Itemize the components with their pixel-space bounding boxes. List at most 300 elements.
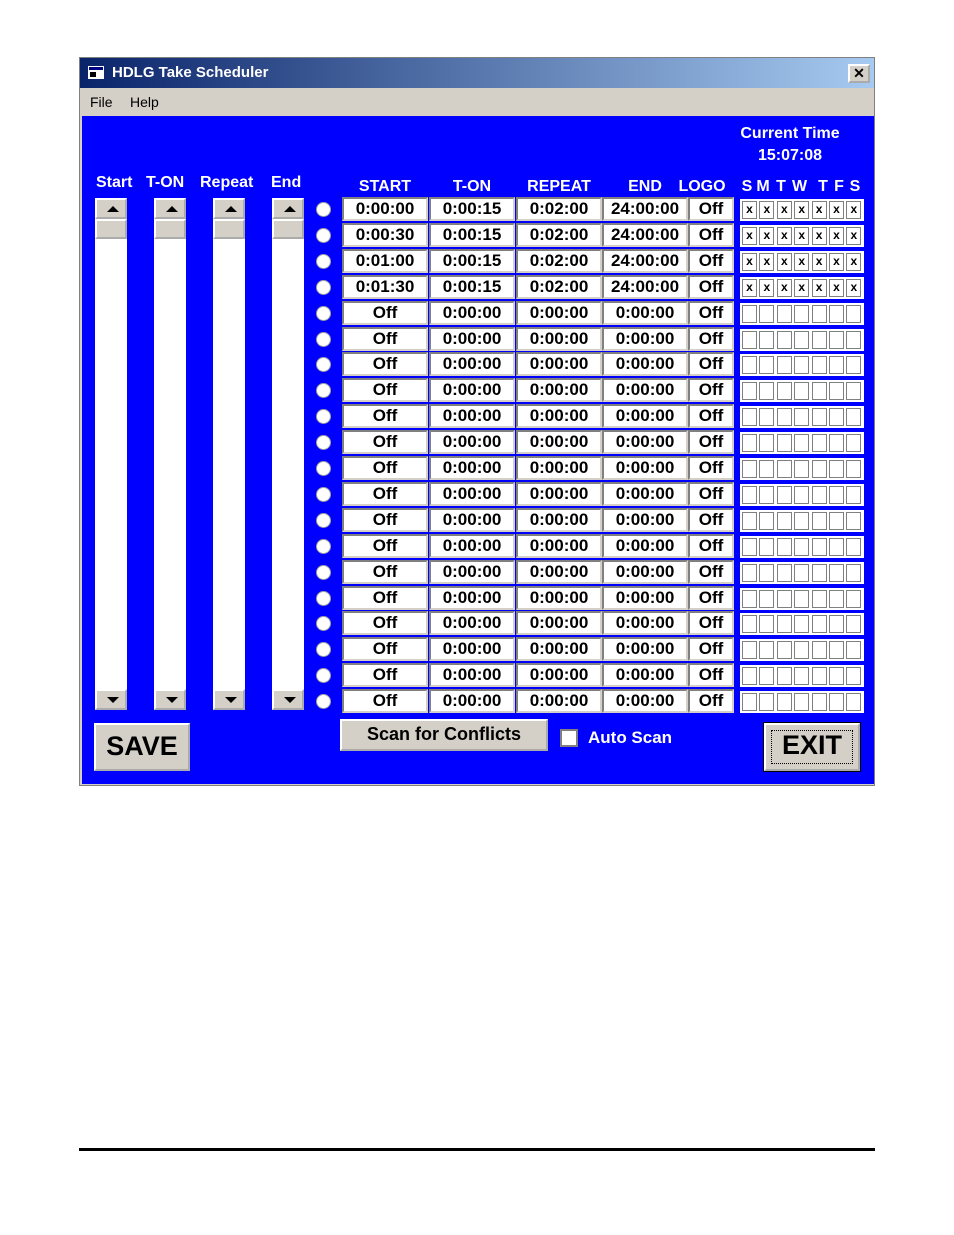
row-ton-field[interactable]: 0:00:00 xyxy=(429,352,515,376)
row-logo-field[interactable]: Off xyxy=(688,249,734,273)
day-checkbox[interactable] xyxy=(742,434,757,452)
exit-focus-rect xyxy=(771,730,853,764)
row-end-field[interactable]: 24:00:00 xyxy=(602,197,688,221)
day-checkbox[interactable] xyxy=(812,408,827,426)
table-row xyxy=(82,249,874,275)
row-start-field[interactable]: Off xyxy=(342,663,428,687)
row-start-field[interactable]: Off xyxy=(342,560,428,584)
day-checkbox[interactable] xyxy=(812,356,827,374)
day-checkbox[interactable] xyxy=(794,486,809,504)
day-checkbox[interactable] xyxy=(759,512,774,530)
row-ton-field[interactable]: 0:00:00 xyxy=(429,404,515,428)
day-checkbox[interactable] xyxy=(794,538,809,556)
day-checkbox[interactable] xyxy=(846,590,861,608)
day-checkbox[interactable]: x xyxy=(742,201,757,219)
row-select-radio[interactable] xyxy=(316,332,331,347)
day-checkbox[interactable] xyxy=(846,382,861,400)
day-checkbox[interactable] xyxy=(829,590,844,608)
row-days-group xyxy=(740,432,864,454)
day-checkbox[interactable] xyxy=(742,305,757,323)
day-checkbox[interactable] xyxy=(777,305,792,323)
row-days-group xyxy=(740,406,864,428)
column-header-start: START xyxy=(358,178,412,195)
row-repeat-field[interactable]: 0:02:00 xyxy=(516,275,602,299)
day-checkbox[interactable] xyxy=(829,512,844,530)
day-checkbox[interactable] xyxy=(846,615,861,633)
row-logo-field[interactable]: Off xyxy=(688,611,734,635)
row-ton-field[interactable]: 0:00:00 xyxy=(429,456,515,480)
day-header-6: S xyxy=(849,178,861,195)
day-checkbox[interactable] xyxy=(829,305,844,323)
day-checkbox[interactable] xyxy=(742,641,757,659)
day-checkbox[interactable]: x xyxy=(759,253,774,271)
scroll-label-start: Start xyxy=(96,174,133,191)
row-end-field[interactable]: 0:00:00 xyxy=(602,352,688,376)
day-checkbox[interactable] xyxy=(812,538,827,556)
day-checkbox[interactable] xyxy=(742,693,757,711)
day-checkbox[interactable] xyxy=(759,590,774,608)
day-checkbox[interactable] xyxy=(812,641,827,659)
day-checkbox[interactable]: x xyxy=(846,279,861,297)
row-repeat-field[interactable]: 0:00:00 xyxy=(516,404,602,428)
row-start-field[interactable]: Off xyxy=(342,586,428,610)
day-checkbox[interactable] xyxy=(759,564,774,582)
row-logo-field[interactable]: Off xyxy=(688,508,734,532)
day-checkbox[interactable] xyxy=(777,538,792,556)
row-ton-field[interactable]: 0:00:15 xyxy=(429,223,515,247)
row-end-field[interactable]: 0:00:00 xyxy=(602,482,688,506)
row-select-radio[interactable] xyxy=(316,591,331,606)
day-checkbox[interactable] xyxy=(846,434,861,452)
row-select-radio[interactable] xyxy=(316,280,331,295)
day-checkbox[interactable] xyxy=(812,434,827,452)
row-ton-field[interactable]: 0:00:00 xyxy=(429,430,515,454)
scan-for-conflicts-button[interactable]: Scan for Conflicts xyxy=(340,719,548,751)
row-ton-field[interactable]: 0:00:00 xyxy=(429,637,515,661)
day-checkbox[interactable] xyxy=(846,305,861,323)
day-checkbox[interactable] xyxy=(829,615,844,633)
day-checkbox[interactable] xyxy=(759,460,774,478)
day-checkbox[interactable] xyxy=(812,382,827,400)
row-ton-field[interactable]: 0:00:15 xyxy=(429,197,515,221)
day-checkbox[interactable] xyxy=(759,305,774,323)
row-start-field[interactable]: 0:01:30 xyxy=(342,275,428,299)
row-end-field[interactable]: 0:00:00 xyxy=(602,508,688,532)
row-logo-field[interactable]: Off xyxy=(688,327,734,351)
row-select-radio[interactable] xyxy=(316,513,331,528)
day-checkbox[interactable] xyxy=(742,408,757,426)
day-checkbox[interactable] xyxy=(846,693,861,711)
row-repeat-field[interactable]: 0:00:00 xyxy=(516,637,602,661)
day-checkbox[interactable] xyxy=(846,408,861,426)
row-logo-field[interactable]: Off xyxy=(688,482,734,506)
day-checkbox[interactable] xyxy=(829,667,844,685)
day-checkbox[interactable] xyxy=(846,460,861,478)
row-start-field[interactable]: Off xyxy=(342,534,428,558)
row-repeat-field[interactable]: 0:00:00 xyxy=(516,611,602,635)
row-select-radio[interactable] xyxy=(316,409,331,424)
day-checkbox[interactable] xyxy=(794,564,809,582)
row-logo-field[interactable]: Off xyxy=(688,223,734,247)
day-checkbox[interactable]: x xyxy=(742,227,757,245)
day-checkbox[interactable]: x xyxy=(794,227,809,245)
day-checkbox[interactable] xyxy=(829,564,844,582)
day-checkbox[interactable] xyxy=(777,434,792,452)
page-divider xyxy=(79,1148,875,1151)
table-row xyxy=(82,430,874,456)
row-days-group xyxy=(740,354,864,376)
day-checkbox[interactable] xyxy=(846,486,861,504)
day-checkbox[interactable]: x xyxy=(829,227,844,245)
row-start-field[interactable]: Off xyxy=(342,352,428,376)
day-checkbox[interactable] xyxy=(777,356,792,374)
row-logo-field[interactable]: Off xyxy=(688,534,734,558)
day-checkbox[interactable] xyxy=(794,693,809,711)
row-days-group xyxy=(740,484,864,506)
day-checkbox[interactable] xyxy=(829,460,844,478)
row-ton-field[interactable]: 0:00:00 xyxy=(429,482,515,506)
row-start-field[interactable]: Off xyxy=(342,404,428,428)
day-checkbox[interactable] xyxy=(812,460,827,478)
day-checkbox[interactable] xyxy=(829,641,844,659)
day-checkbox[interactable] xyxy=(742,667,757,685)
day-checkbox[interactable] xyxy=(742,512,757,530)
row-repeat-field[interactable]: 0:00:00 xyxy=(516,430,602,454)
row-start-field[interactable]: Off xyxy=(342,508,428,532)
row-days-group xyxy=(740,588,864,610)
day-checkbox[interactable] xyxy=(829,434,844,452)
row-end-field[interactable]: 24:00:00 xyxy=(602,223,688,247)
day-checkbox[interactable] xyxy=(759,538,774,556)
row-repeat-field[interactable]: 0:00:00 xyxy=(516,663,602,687)
row-ton-field[interactable]: 0:00:00 xyxy=(429,301,515,325)
day-checkbox[interactable] xyxy=(812,693,827,711)
day-checkbox[interactable]: x xyxy=(794,253,809,271)
day-checkbox[interactable] xyxy=(829,408,844,426)
day-checkbox[interactable] xyxy=(846,564,861,582)
row-end-field[interactable]: 24:00:00 xyxy=(602,249,688,273)
row-repeat-field[interactable]: 0:00:00 xyxy=(516,586,602,610)
table-row xyxy=(82,223,874,249)
row-start-field[interactable]: Off xyxy=(342,689,428,713)
day-header-3: W xyxy=(792,178,808,195)
day-checkbox[interactable]: x xyxy=(812,279,827,297)
row-ton-field[interactable]: 0:00:00 xyxy=(429,327,515,351)
day-checkbox[interactable]: x xyxy=(794,201,809,219)
day-checkbox[interactable] xyxy=(846,356,861,374)
row-end-field[interactable]: 0:00:00 xyxy=(602,301,688,325)
day-checkbox[interactable] xyxy=(742,382,757,400)
table-row xyxy=(82,611,874,637)
row-repeat-field[interactable]: 0:02:00 xyxy=(516,223,602,247)
day-checkbox[interactable] xyxy=(777,564,792,582)
day-checkbox[interactable]: x xyxy=(846,227,861,245)
row-start-field[interactable]: Off xyxy=(342,327,428,351)
row-start-field[interactable]: Off xyxy=(342,378,428,402)
row-logo-field[interactable]: Off xyxy=(688,275,734,299)
day-header-4: T xyxy=(818,178,828,195)
row-logo-field[interactable]: Off xyxy=(688,197,734,221)
row-start-field[interactable]: Off xyxy=(342,611,428,635)
auto-scan-checkbox[interactable] xyxy=(560,729,578,747)
current-time-value: 15:07:08 xyxy=(757,147,823,164)
row-repeat-field[interactable]: 0:00:00 xyxy=(516,534,602,558)
day-checkbox[interactable] xyxy=(759,615,774,633)
row-end-field[interactable]: 0:00:00 xyxy=(602,586,688,610)
day-checkbox[interactable]: x xyxy=(759,227,774,245)
row-select-radio[interactable] xyxy=(316,616,331,631)
window-title: HDLG Take Scheduler xyxy=(112,64,269,81)
row-logo-field[interactable]: Off xyxy=(688,637,734,661)
row-end-field[interactable]: 0:00:00 xyxy=(602,611,688,635)
day-checkbox[interactable] xyxy=(777,667,792,685)
day-checkbox[interactable] xyxy=(812,615,827,633)
row-select-radio[interactable] xyxy=(316,435,331,450)
day-checkbox[interactable] xyxy=(777,641,792,659)
row-repeat-field[interactable]: 0:00:00 xyxy=(516,508,602,532)
day-checkbox[interactable] xyxy=(794,512,809,530)
day-checkbox[interactable] xyxy=(794,408,809,426)
day-header-5: F xyxy=(834,178,844,195)
day-checkbox[interactable] xyxy=(759,382,774,400)
row-ton-field[interactable]: 0:00:00 xyxy=(429,560,515,584)
day-checkbox[interactable]: x xyxy=(812,201,827,219)
day-checkbox[interactable] xyxy=(742,460,757,478)
day-checkbox[interactable]: x xyxy=(742,253,757,271)
day-checkbox[interactable] xyxy=(794,331,809,349)
row-ton-field[interactable]: 0:00:00 xyxy=(429,534,515,558)
day-checkbox[interactable] xyxy=(759,641,774,659)
day-checkbox[interactable] xyxy=(846,667,861,685)
day-checkbox[interactable]: x xyxy=(846,253,861,271)
row-repeat-field[interactable]: 0:02:00 xyxy=(516,197,602,221)
day-checkbox[interactable] xyxy=(812,331,827,349)
day-checkbox[interactable] xyxy=(794,305,809,323)
row-repeat-field[interactable]: 0:00:00 xyxy=(516,352,602,376)
row-repeat-field[interactable]: 0:00:00 xyxy=(516,327,602,351)
day-checkbox[interactable] xyxy=(846,331,861,349)
column-header-repeat: REPEAT xyxy=(527,178,591,195)
row-end-field[interactable]: 0:00:00 xyxy=(602,456,688,480)
day-checkbox[interactable]: x xyxy=(812,227,827,245)
day-checkbox[interactable]: x xyxy=(794,279,809,297)
day-header-0: S xyxy=(741,178,753,195)
row-repeat-field[interactable]: 0:00:00 xyxy=(516,482,602,506)
row-end-field[interactable]: 0:00:00 xyxy=(602,404,688,428)
row-start-field[interactable]: 0:00:30 xyxy=(342,223,428,247)
row-select-radio[interactable] xyxy=(316,306,331,321)
row-logo-field[interactable]: Off xyxy=(688,456,734,480)
table-row xyxy=(82,637,874,663)
day-checkbox[interactable] xyxy=(794,460,809,478)
table-row xyxy=(82,508,874,534)
day-checkbox[interactable] xyxy=(777,331,792,349)
row-ton-field[interactable]: 0:00:00 xyxy=(429,663,515,687)
day-checkbox[interactable] xyxy=(829,331,844,349)
row-select-radio[interactable] xyxy=(316,254,331,269)
day-checkbox[interactable] xyxy=(794,434,809,452)
day-checkbox[interactable]: x xyxy=(777,253,792,271)
title-bar[interactable] xyxy=(80,58,874,88)
row-select-radio[interactable] xyxy=(316,565,331,580)
day-checkbox[interactable] xyxy=(812,512,827,530)
day-checkbox[interactable] xyxy=(846,512,861,530)
row-ton-field[interactable]: 0:00:00 xyxy=(429,586,515,610)
close-icon: ✕ xyxy=(853,65,865,81)
row-end-field[interactable]: 24:00:00 xyxy=(602,275,688,299)
day-checkbox[interactable] xyxy=(812,590,827,608)
day-checkbox[interactable] xyxy=(829,356,844,374)
day-checkbox[interactable] xyxy=(794,382,809,400)
menu-help[interactable]: Help xyxy=(130,94,159,110)
row-select-radio[interactable] xyxy=(316,461,331,476)
day-checkbox[interactable] xyxy=(812,305,827,323)
day-checkbox[interactable] xyxy=(759,434,774,452)
table-row xyxy=(82,327,874,353)
row-logo-field[interactable]: Off xyxy=(688,301,734,325)
row-repeat-field[interactable]: 0:02:00 xyxy=(516,249,602,273)
row-ton-field[interactable]: 0:00:00 xyxy=(429,378,515,402)
row-logo-field[interactable]: Off xyxy=(688,560,734,584)
row-logo-field[interactable]: Off xyxy=(688,430,734,454)
day-checkbox[interactable] xyxy=(846,641,861,659)
row-logo-field[interactable]: Off xyxy=(688,586,734,610)
row-logo-field[interactable]: Off xyxy=(688,663,734,687)
row-select-radio[interactable] xyxy=(316,228,331,243)
row-end-field[interactable]: 0:00:00 xyxy=(602,637,688,661)
day-checkbox[interactable] xyxy=(742,486,757,504)
row-end-field[interactable]: 0:00:00 xyxy=(602,430,688,454)
row-select-radio[interactable] xyxy=(316,202,331,217)
close-button[interactable] xyxy=(848,64,870,83)
row-logo-field[interactable]: Off xyxy=(688,378,734,402)
day-checkbox[interactable] xyxy=(777,590,792,608)
day-checkbox[interactable]: x xyxy=(777,201,792,219)
day-checkbox[interactable]: x xyxy=(777,279,792,297)
row-repeat-field[interactable]: 0:00:00 xyxy=(516,560,602,584)
day-checkbox[interactable] xyxy=(777,512,792,530)
row-start-field[interactable]: Off xyxy=(342,430,428,454)
row-end-field[interactable]: 0:00:00 xyxy=(602,560,688,584)
day-checkbox[interactable]: x xyxy=(759,201,774,219)
row-days-group xyxy=(740,329,864,351)
day-checkbox[interactable] xyxy=(742,615,757,633)
row-select-radio[interactable] xyxy=(316,487,331,502)
day-checkbox[interactable] xyxy=(812,667,827,685)
day-checkbox[interactable] xyxy=(742,331,757,349)
day-checkbox[interactable] xyxy=(794,615,809,633)
row-start-field[interactable]: 0:00:00 xyxy=(342,197,428,221)
day-checkbox[interactable] xyxy=(812,564,827,582)
day-checkbox[interactable] xyxy=(794,356,809,374)
day-checkbox[interactable] xyxy=(742,590,757,608)
row-end-field[interactable]: 0:00:00 xyxy=(602,689,688,713)
day-checkbox[interactable] xyxy=(759,408,774,426)
day-checkbox[interactable] xyxy=(742,538,757,556)
row-select-radio[interactable] xyxy=(316,539,331,554)
day-checkbox[interactable] xyxy=(846,538,861,556)
day-checkbox[interactable] xyxy=(794,641,809,659)
row-start-field[interactable]: Off xyxy=(342,456,428,480)
row-repeat-field[interactable]: 0:00:00 xyxy=(516,689,602,713)
day-checkbox[interactable]: x xyxy=(759,279,774,297)
day-checkbox[interactable] xyxy=(777,615,792,633)
row-ton-field[interactable]: 0:00:15 xyxy=(429,249,515,273)
row-select-radio[interactable] xyxy=(316,694,331,709)
row-start-field[interactable]: Off xyxy=(342,637,428,661)
day-checkbox[interactable] xyxy=(829,486,844,504)
row-logo-field[interactable]: Off xyxy=(688,404,734,428)
row-repeat-field[interactable]: 0:00:00 xyxy=(516,378,602,402)
day-checkbox[interactable]: x xyxy=(829,279,844,297)
day-checkbox[interactable] xyxy=(829,693,844,711)
exit-button[interactable] xyxy=(764,723,860,771)
day-checkbox[interactable] xyxy=(759,667,774,685)
row-days-group xyxy=(740,277,864,299)
row-ton-field[interactable]: 0:00:00 xyxy=(429,508,515,532)
day-checkbox[interactable] xyxy=(829,382,844,400)
day-checkbox[interactable]: x xyxy=(777,227,792,245)
day-checkbox[interactable]: x xyxy=(812,253,827,271)
row-logo-field[interactable]: Off xyxy=(688,352,734,376)
row-start-field[interactable]: Off xyxy=(342,482,428,506)
row-select-radio[interactable] xyxy=(316,383,331,398)
day-checkbox[interactable] xyxy=(759,486,774,504)
row-ton-field[interactable]: 0:00:00 xyxy=(429,611,515,635)
row-repeat-field[interactable]: 0:00:00 xyxy=(516,301,602,325)
day-checkbox[interactable] xyxy=(777,693,792,711)
day-checkbox[interactable] xyxy=(777,408,792,426)
row-start-field[interactable]: 0:01:00 xyxy=(342,249,428,273)
day-checkbox[interactable] xyxy=(742,356,757,374)
row-end-field[interactable]: 0:00:00 xyxy=(602,327,688,351)
row-ton-field[interactable]: 0:00:15 xyxy=(429,275,515,299)
day-checkbox[interactable] xyxy=(777,460,792,478)
day-checkbox[interactable] xyxy=(759,693,774,711)
row-end-field[interactable]: 0:00:00 xyxy=(602,663,688,687)
save-button[interactable]: SAVE xyxy=(94,723,190,771)
day-checkbox[interactable]: x xyxy=(829,253,844,271)
day-checkbox[interactable] xyxy=(812,486,827,504)
row-end-field[interactable]: 0:00:00 xyxy=(602,534,688,558)
day-checkbox[interactable] xyxy=(777,382,792,400)
row-ton-field[interactable]: 0:00:00 xyxy=(429,689,515,713)
row-days-group xyxy=(740,536,864,558)
table-row xyxy=(82,404,874,430)
day-checkbox[interactable]: x xyxy=(846,201,861,219)
day-checkbox[interactable] xyxy=(759,356,774,374)
day-checkbox[interactable] xyxy=(759,331,774,349)
day-checkbox[interactable] xyxy=(794,590,809,608)
row-select-radio[interactable] xyxy=(316,668,331,683)
day-checkbox[interactable] xyxy=(742,564,757,582)
row-end-field[interactable]: 0:00:00 xyxy=(602,378,688,402)
row-days-group xyxy=(740,458,864,480)
row-start-field[interactable]: Off xyxy=(342,301,428,325)
day-checkbox[interactable]: x xyxy=(742,279,757,297)
scroll-label-repeat: Repeat xyxy=(200,174,254,191)
menu-file[interactable]: File xyxy=(90,94,113,110)
column-header-end: END xyxy=(628,178,662,195)
day-checkbox[interactable] xyxy=(829,538,844,556)
row-select-radio[interactable] xyxy=(316,642,331,657)
row-logo-field[interactable]: Off xyxy=(688,689,734,713)
day-checkbox[interactable]: x xyxy=(829,201,844,219)
row-select-radio[interactable] xyxy=(316,357,331,372)
day-checkbox[interactable] xyxy=(777,486,792,504)
row-repeat-field[interactable]: 0:00:00 xyxy=(516,456,602,480)
day-checkbox[interactable] xyxy=(794,667,809,685)
